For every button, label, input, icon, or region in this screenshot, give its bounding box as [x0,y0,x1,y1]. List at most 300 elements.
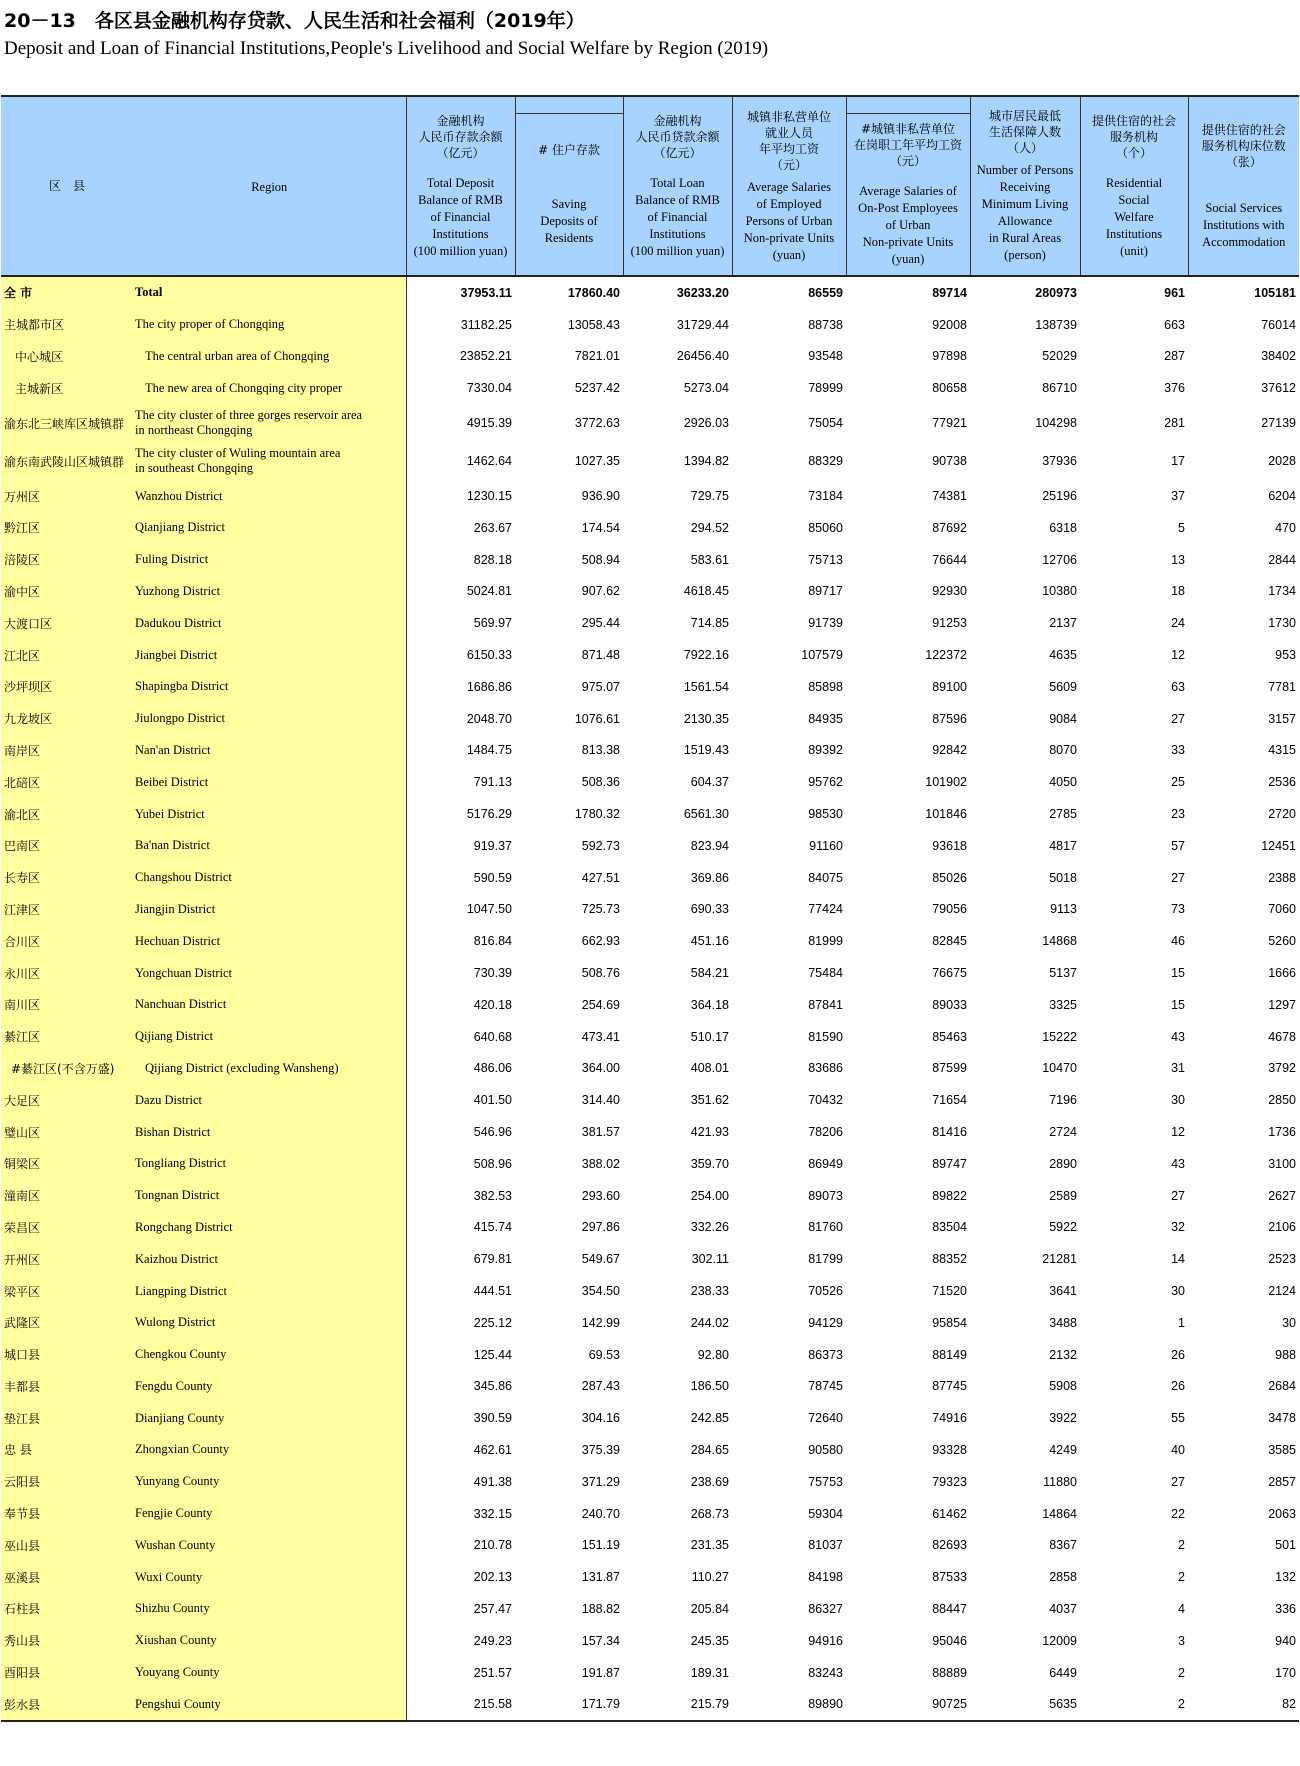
cell-total-deposit: 1047.50 [406,894,515,926]
cell-saving-deposits: 293.60 [581,1188,620,1203]
county-name-cn: 江北区 [1,639,133,671]
cell-welfare-institutions: 287 [1164,349,1185,364]
cell-average-salary: 83686 [808,1061,843,1076]
cell-onpost-salary: 79323 [932,1474,967,1489]
cell-welfare-institutions: 2 [1178,1538,1185,1553]
cell-welfare-institutions: 4 [1178,1601,1185,1616]
cell-total-loan: 451.16 [690,934,729,949]
header-total-loan: 金融机构 人民币贷款余额 （亿元） Total Loan Balance of RMB of Financial Institutions (100 million yuan) [623,96,732,276]
region-name-en: Fengdu County [133,1371,406,1403]
region-name-en: Rongchang District [133,1212,406,1244]
cell-onpost-salary: 85026 [932,870,967,885]
cell-total-loan: 1394.82 [683,454,729,469]
table-row [1,1212,1299,1244]
cell-total-deposit: 210.78 [406,1529,515,1561]
table-row [1,1180,1299,1212]
cell-total-deposit: 444.51 [406,1275,515,1307]
cell-welfare-institutions: 15 [1171,997,1185,1012]
cell-minimum-living-persons: 5609 [1049,679,1077,694]
header-minimum-living: 城市居民最低 生活保障人数 （人） Number of Persons Receiving Minimum Living Allowance in Rural Areas (person) [970,96,1080,276]
cell-onpost-salary: 87596 [932,711,967,726]
table-row [1,442,1299,480]
cell-institution-beds: 38402 [1261,349,1296,364]
cell-total-deposit: 215.58 [406,1688,515,1721]
cell-average-salary: 72640 [808,1411,843,1426]
header-saving-deposits: # 住户存款 Saving Deposits of Residents [515,114,623,276]
cell-average-salary: 89890 [732,1688,846,1721]
cell-onpost-salary: 101846 [925,807,967,822]
region-name-en: Fuling District [133,544,406,576]
cell-minimum-living-persons: 4635 [1049,648,1077,663]
table-row [1,957,1299,989]
county-name-cn: 渝中区 [1,576,133,608]
region-name-en: Qijiang District [133,1021,406,1053]
cell-average-salary: 89392 [808,743,843,758]
region-name-en: Hechuan District [133,925,406,957]
cell-welfare-institutions: 12 [1171,1125,1185,1140]
cell-saving-deposits: 725.73 [581,902,620,917]
cell-onpost-salary: 90725 [846,1688,970,1721]
cell-total-deposit: 828.18 [406,544,515,576]
cell-institution-beds: 7060 [1268,902,1296,917]
cell-welfare-institutions: 30 [1171,1093,1185,1108]
cell-saving-deposits: 371.29 [581,1474,620,1489]
county-name-cn: #綦江区(不含万盛) [1,1053,133,1085]
cell-minimum-living-persons: 4050 [1049,775,1077,790]
cell-saving-deposits: 388.02 [581,1156,620,1171]
cell-saving-deposits: 975.07 [581,679,620,694]
county-name-cn: 梁平区 [1,1275,133,1307]
cell-onpost-salary: 80658 [932,381,967,396]
cell-onpost-salary: 91253 [932,616,967,631]
cell-average-salary: 88329 [808,454,843,469]
cell-saving-deposits: 171.79 [515,1688,623,1721]
cell-average-salary: 85060 [808,520,843,535]
cell-institution-beds: 132 [1275,1570,1296,1585]
cell-total-loan: 2130.35 [683,711,729,726]
cell-saving-deposits: 1076.61 [574,711,620,726]
cell-saving-deposits: 427.51 [581,870,620,885]
cell-onpost-salary: 83504 [932,1220,967,1235]
cell-welfare-institutions: 18 [1171,584,1185,599]
cell-saving-deposits: 191.87 [581,1665,620,1680]
cell-onpost-salary: 61462 [932,1506,967,1521]
cell-average-salary: 95762 [808,775,843,790]
cell-onpost-salary: 71520 [932,1284,967,1298]
cell-total-loan: 31729.44 [676,317,729,332]
county-name-cn: 酉阳县 [1,1657,133,1689]
cell-onpost-salary: 87599 [932,1061,967,1076]
cell-total-deposit: 257.47 [406,1593,515,1625]
header-average-salary: 城镇非私营单位 就业人员 年平均工资 （元） Average Salaries of Employed Persons of Urban Non-private Units (yuan) [732,96,846,276]
cell-minimum-living-persons: 3922 [1049,1411,1077,1426]
cell-minimum-living-persons: 8367 [1049,1538,1077,1553]
cell-onpost-salary: 97898 [932,349,967,364]
cell-average-salary: 86327 [808,1601,843,1616]
cell-average-salary: 75713 [808,552,843,567]
cell-institution-beds: 3157 [1268,711,1296,726]
county-name-cn: 璧山区 [1,1116,133,1148]
cell-minimum-living-persons: 6318 [1049,520,1077,535]
county-name-cn: 铜梁区 [1,1148,133,1180]
cell-average-salary: 88738 [808,317,843,332]
cell-minimum-living-persons: 138739 [1035,317,1077,332]
cell-welfare-institutions: 376 [1164,381,1185,396]
cell-total-loan: 714.85 [690,616,729,631]
cell-total-loan: 284.65 [690,1442,729,1457]
cell-total-loan: 294.52 [690,520,729,535]
cell-average-salary: 81590 [808,1029,843,1044]
cell-total-deposit: 5024.81 [406,576,515,608]
table-body [1,276,1299,1721]
table-row [1,309,1299,341]
cell-total-loan: 7922.16 [683,648,729,663]
cell-institution-beds: 3585 [1268,1442,1296,1457]
region-name-en: Kaizhou District [133,1243,406,1275]
cell-welfare-institutions: 2 [1178,1665,1185,1680]
table-row [1,1466,1299,1498]
table-row [1,639,1299,671]
region-name-en: Youyang County [133,1657,406,1689]
cell-saving-deposits: 3772.63 [574,416,620,431]
table-row [1,1148,1299,1180]
table-row [1,1688,1299,1721]
cell-total-deposit: 1462.64 [406,442,515,480]
region-name-en: Wulong District [133,1307,406,1339]
cell-average-salary: 107579 [801,648,843,663]
cell-minimum-living-persons: 25196 [1042,489,1077,504]
cell-onpost-salary: 87745 [932,1379,967,1394]
cell-average-salary: 91739 [808,616,843,631]
cell-onpost-salary: 79056 [932,902,967,917]
cell-saving-deposits: 871.48 [581,648,620,663]
county-name-cn: 黔江区 [1,512,133,544]
table-row [1,735,1299,767]
cell-institution-beds: 27139 [1261,416,1296,431]
cell-average-salary: 84198 [808,1570,843,1585]
cell-average-salary: 85898 [808,679,843,694]
cell-average-salary: 75484 [808,966,843,981]
cell-average-salary: 73184 [808,489,843,504]
cell-total-loan: 189.31 [690,1665,729,1680]
cell-institution-beds: 3792 [1268,1061,1296,1076]
cell-minimum-living-persons: 2858 [1049,1570,1077,1585]
region-name-en: The new area of Chongqing city proper [133,372,406,404]
cell-institution-beds: 2124 [1268,1284,1296,1298]
region-name-en: The city proper of Chongqing [133,309,406,341]
cell-saving-deposits: 508.76 [581,966,620,981]
cell-total-deposit: 202.13 [406,1561,515,1593]
table-row [1,341,1299,373]
cell-saving-deposits: 1780.32 [574,807,620,822]
cell-welfare-institutions: 12 [1171,648,1185,663]
cell-total-loan: 332.26 [690,1220,729,1235]
region-name-en: Total [133,276,406,309]
county-name-cn: 渝东北三峡库区城镇群 [1,404,133,442]
cell-total-deposit: 420.18 [406,989,515,1021]
table-row [1,512,1299,544]
county-name-cn: 巫山县 [1,1529,133,1561]
cell-saving-deposits: 1027.35 [574,454,620,469]
county-name-cn: 石柱县 [1,1593,133,1625]
cell-minimum-living-persons: 4037 [1049,1601,1077,1616]
table-row [1,544,1299,576]
cell-total-loan: 254.00 [690,1188,729,1203]
cell-institution-beds: 2627 [1268,1188,1296,1203]
cell-average-salary: 81799 [808,1252,843,1267]
cell-total-loan: 92.80 [697,1347,729,1362]
region-name-en: Jiangbei District [133,639,406,671]
cell-average-salary: 70526 [808,1284,843,1298]
cell-minimum-living-persons: 3488 [1049,1315,1077,1330]
county-name-cn: 巴南区 [1,830,133,862]
cell-welfare-institutions: 26 [1171,1347,1185,1362]
cell-welfare-institutions: 2 [1178,1570,1185,1585]
cell-saving-deposits: 592.73 [581,838,620,853]
table-row [1,1657,1299,1689]
table-row [1,576,1299,608]
cell-institution-beds: 2857 [1268,1474,1296,1489]
cell-minimum-living-persons: 86710 [1042,381,1077,396]
cell-welfare-institutions: 663 [1164,317,1185,332]
cell-onpost-salary: 89714 [932,285,967,300]
table-row [1,1529,1299,1561]
cell-saving-deposits: 240.70 [581,1506,620,1521]
cell-saving-deposits: 508.36 [581,775,620,790]
cell-minimum-living-persons: 14864 [1042,1506,1077,1521]
county-name-cn: 武隆区 [1,1307,133,1339]
cell-total-deposit: 816.84 [406,925,515,957]
table-row [1,1307,1299,1339]
cell-total-loan: 5273.04 [683,381,729,396]
table-row [1,1053,1299,1085]
county-name-cn: 潼南区 [1,1180,133,1212]
cell-saving-deposits: 381.57 [581,1125,620,1140]
cell-institution-beds: 1666 [1268,966,1296,981]
cell-onpost-salary: 88447 [932,1601,967,1616]
cell-institution-beds: 2536 [1268,775,1296,790]
cell-total-loan: 4618.45 [683,584,729,599]
region-name-en: Nanchuan District [133,989,406,1021]
cell-welfare-institutions: 17 [1171,454,1185,469]
cell-minimum-living-persons: 8070 [1049,743,1077,758]
cell-minimum-living-persons: 37936 [1042,454,1077,469]
cell-institution-beds: 4315 [1268,743,1296,758]
region-name-en: Wushan County [133,1529,406,1561]
cell-welfare-institutions: 961 [1164,285,1185,300]
cell-total-deposit: 23852.21 [406,341,515,373]
cell-saving-deposits: 17860.40 [567,285,620,300]
cell-welfare-institutions: 2 [1080,1688,1188,1721]
cell-minimum-living-persons: 5635 [970,1688,1080,1721]
table-row [1,1116,1299,1148]
cell-institution-beds: 501 [1275,1538,1296,1553]
cell-average-salary: 81999 [808,934,843,949]
cell-onpost-salary: 92842 [932,743,967,758]
cell-saving-deposits: 304.16 [581,1411,620,1426]
region-name-en: Wuxi County [133,1561,406,1593]
table-row [1,1243,1299,1275]
county-name-cn: 沙坪坝区 [1,671,133,703]
cell-average-salary: 87841 [808,997,843,1012]
county-name-cn: 全 市 [1,276,133,309]
cell-average-salary: 70432 [808,1093,843,1108]
cell-minimum-living-persons: 9084 [1049,711,1077,726]
county-name-cn: 忠 县 [1,1434,133,1466]
cell-institution-beds: 76014 [1261,317,1296,332]
cell-total-loan: 26456.40 [676,349,729,364]
county-name-cn: 彭水县 [1,1688,133,1721]
cell-total-loan: 604.37 [690,775,729,790]
cell-onpost-salary: 93328 [932,1442,967,1457]
county-name-cn: 万州区 [1,480,133,512]
cell-total-deposit: 730.39 [406,957,515,989]
region-name-en: The central urban area of Chongqing [133,341,406,373]
cell-welfare-institutions: 32 [1171,1220,1185,1235]
cell-institution-beds: 82 [1188,1688,1299,1721]
cell-total-deposit: 6150.33 [406,639,515,671]
cell-average-salary: 77424 [808,902,843,917]
cell-welfare-institutions: 13 [1171,552,1185,567]
cell-total-deposit: 462.61 [406,1434,515,1466]
cell-saving-deposits: 297.86 [581,1220,620,1235]
cell-average-salary: 90580 [808,1442,843,1457]
cell-minimum-living-persons: 12706 [1042,552,1077,567]
cell-welfare-institutions: 27 [1171,711,1185,726]
cell-welfare-institutions: 73 [1171,902,1185,917]
cell-total-loan: 510.17 [690,1029,729,1044]
cell-institution-beds: 2844 [1268,552,1296,567]
cell-institution-beds: 2388 [1268,870,1296,885]
cell-onpost-salary: 95046 [932,1633,967,1648]
region-name-en: The city cluster of Wuling mountain area in southeast Chongqing [133,442,406,480]
cell-onpost-salary: 85463 [932,1029,967,1044]
cell-total-loan: 205.84 [690,1601,729,1616]
header-total-deposit: 金融机构 人民币存款余额 （亿元） Total Deposit Balance of RMB of Financial Institutions (100 million yuan) [406,96,515,276]
cell-average-salary: 94129 [808,1315,843,1330]
table-row [1,1371,1299,1403]
cell-onpost-salary: 74381 [932,489,967,504]
county-name-cn: 奉节县 [1,1498,133,1530]
cell-welfare-institutions: 27 [1171,1188,1185,1203]
cell-total-loan: 2926.03 [683,416,729,431]
cell-total-deposit: 37953.11 [406,276,515,309]
region-name-en: Shapingba District [133,671,406,703]
table-row [1,1561,1299,1593]
cell-total-deposit: 251.57 [406,1657,515,1689]
region-name-en: Ba'nan District [133,830,406,862]
cell-minimum-living-persons: 10470 [1042,1061,1077,1076]
header-institution-beds: 提供住宿的社会 服务机构床位数 （张） Social Services Institutions with Accommodation [1188,96,1299,276]
cell-institution-beds: 2106 [1268,1220,1296,1235]
county-name-cn: 垫江县 [1,1402,133,1434]
cell-welfare-institutions: 33 [1171,743,1185,758]
cell-onpost-salary: 90738 [932,454,967,469]
cell-total-deposit: 415.74 [406,1212,515,1244]
table-row [1,798,1299,830]
cell-onpost-salary: 87692 [932,520,967,535]
cell-total-deposit: 546.96 [406,1116,515,1148]
cell-onpost-salary: 92008 [932,317,967,332]
cell-total-loan: 421.93 [690,1125,729,1140]
region-name-en: Dianjiang County [133,1402,406,1434]
cell-onpost-salary: 88889 [932,1665,967,1680]
region-name-en: Tongnan District [133,1180,406,1212]
cell-total-loan: 6561.30 [683,807,729,822]
region-name-en: Jiulongpo District [133,703,406,735]
cell-average-salary: 86559 [808,285,843,300]
cell-institution-beds: 1736 [1268,1125,1296,1140]
region-name-en: Tongliang District [133,1148,406,1180]
cell-total-deposit: 31182.25 [406,309,515,341]
cell-saving-deposits: 907.62 [581,584,620,599]
region-name-en: Yunyang County [133,1466,406,1498]
cell-institution-beds: 940 [1275,1633,1296,1648]
region-name-en: Yongchuan District [133,957,406,989]
cell-onpost-salary: 82845 [932,934,967,949]
cell-saving-deposits: 936.90 [581,489,620,504]
cell-welfare-institutions: 26 [1171,1379,1185,1394]
cell-average-salary: 81760 [808,1220,843,1235]
cell-total-loan: 36233.20 [676,285,729,300]
table-row [1,894,1299,926]
table-row [1,1402,1299,1434]
cell-saving-deposits: 375.39 [581,1442,620,1457]
table-row [1,1084,1299,1116]
cell-onpost-salary: 89822 [932,1188,967,1203]
cell-institution-beds: 30 [1282,1315,1296,1330]
county-name-cn: 主城都市区 [1,309,133,341]
cell-total-deposit: 590.59 [406,862,515,894]
cell-total-loan: 186.50 [690,1379,729,1394]
cell-institution-beds: 170 [1275,1665,1296,1680]
region-name-en: Nan'an District [133,735,406,767]
cell-average-salary: 75753 [808,1474,843,1489]
table-row [1,1339,1299,1371]
cell-average-salary: 98530 [808,807,843,822]
cell-institution-beds: 37612 [1261,381,1296,396]
cell-average-salary: 84075 [808,870,843,885]
cell-institution-beds: 2523 [1268,1252,1296,1267]
cell-institution-beds: 988 [1275,1347,1296,1362]
cell-minimum-living-persons: 2132 [1049,1347,1077,1362]
cell-onpost-salary: 89747 [932,1156,967,1171]
cell-institution-beds: 5260 [1268,934,1296,949]
cell-onpost-salary: 76644 [932,552,967,567]
cell-minimum-living-persons: 104298 [1035,416,1077,431]
cell-onpost-salary: 122372 [925,648,967,663]
cell-total-loan: 231.35 [690,1538,729,1553]
cell-welfare-institutions: 31 [1171,1061,1185,1076]
region-name-en: Qijiang District (excluding Wansheng) [133,1053,406,1085]
county-name-cn: 渝东南武陵山区城镇群 [1,442,133,480]
cell-welfare-institutions: 15 [1171,966,1185,981]
cell-welfare-institutions: 43 [1171,1029,1185,1044]
county-name-cn: 九龙坡区 [1,703,133,735]
cell-institution-beds: 336 [1275,1601,1296,1616]
cell-total-loan: 1561.54 [683,679,729,694]
cell-welfare-institutions: 27 [1171,870,1185,885]
cell-institution-beds: 953 [1275,648,1296,663]
cell-onpost-salary: 89100 [932,679,967,694]
region-name-en: Wanzhou District [133,480,406,512]
county-name-cn: 大足区 [1,1084,133,1116]
header-welfare-institutions: 提供住宿的社会 服务机构 （个） Residential Social Welfare Institutions (unit) [1080,96,1188,276]
table-row [1,1498,1299,1530]
cell-total-loan: 215.79 [623,1688,732,1721]
county-name-cn: 渝北区 [1,798,133,830]
region-name-en: Shizhu County [133,1593,406,1625]
